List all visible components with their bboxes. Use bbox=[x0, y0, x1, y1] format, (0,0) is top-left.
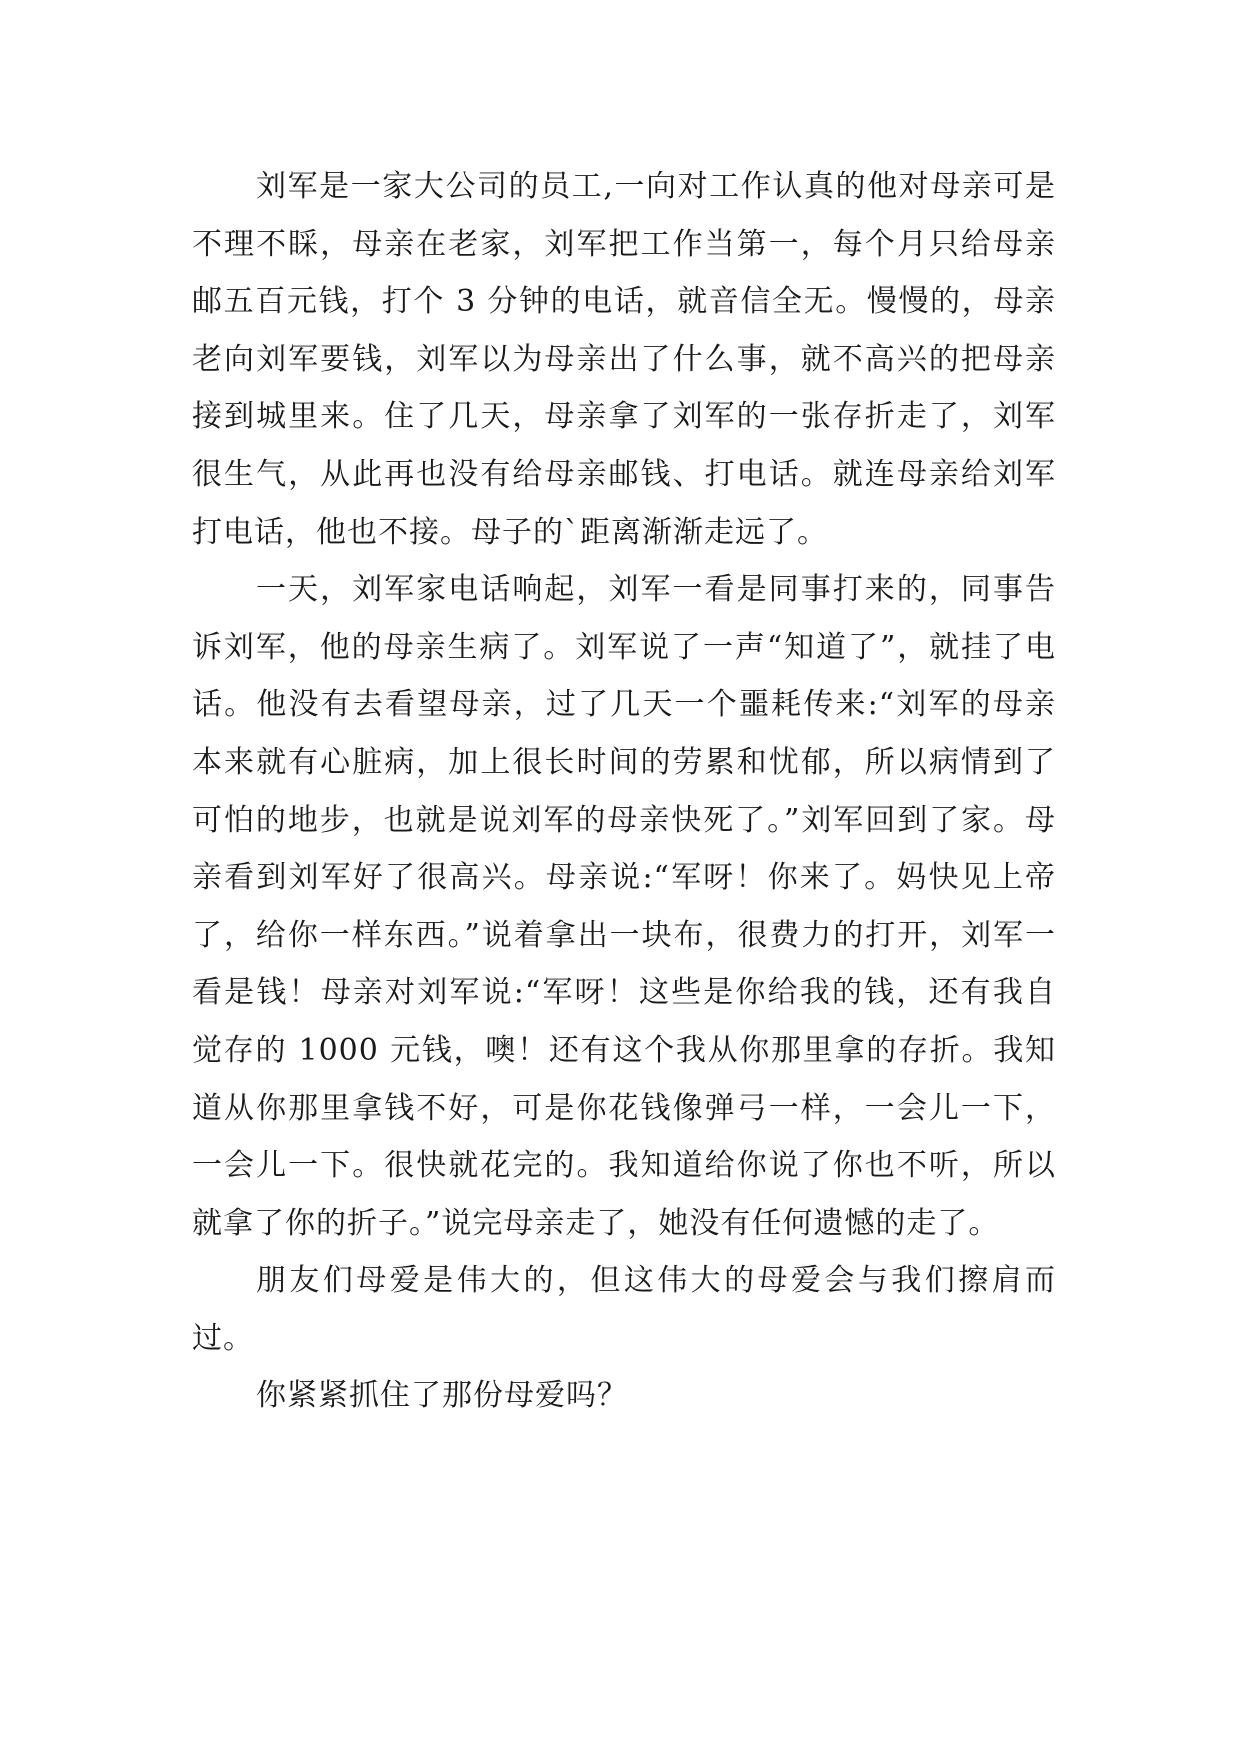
paragraph-reflection: 朋友们母爱是伟大的，但这伟大的母爱会与我们擦肩而过。 bbox=[192, 1263, 1056, 1356]
paragraph-story-intro: 刘军是一家大公司的员工,一向对工作认真的他对母亲可是不理不睬，母亲在老家，刘军把工作当第一，每个月只给母亲邮五百元钱，打个 3 分钟的电话，就音信全无。慢慢的，母亲老向刘军要钱，刘军以为母亲出了什么事，就不高兴的把母亲接到城里来。住了几天，母亲拿了刘军的一张存折走了，刘军很生气，从此再也没有给母亲邮钱、打电话。就连母亲给刘军打电话，他也不接。母子的`距离渐渐走远了。 bbox=[192, 169, 1056, 550]
document-page bbox=[192, 158, 1056, 1425]
paragraph-story-main: 一天，刘军家电话响起，刘军一看是同事打来的，同事告诉刘军，他的母亲生病了。刘军说了一声“知道了”，就挂了电话。他没有去看望母亲，过了几天一个噩耗传来:“刘军的母亲本来就有心脏病，加上很长时间的劳累和忧郁，所以病情到了可怕的地步，也就是说刘军的母亲快死了。”刘军回到了家。母亲看到刘军好了很高兴。母亲说:“军呀！你来了。妈快见上帝了，给你一样东西。”说着拿出一块布，很费力的打开，刘军一看是钱！母亲对刘军说:“军呀！这些是你给我的钱，还有我自觉存的 1000 元钱，噢！还有这个我从你那里拿的存折。我知道从你那里拿钱不好，可是你花钱像弹弓一样，一会儿一下，一会儿一下。很快就花完的。我知道给你说了你也不听，所以就拿了你的折子。”说完母亲走了，她没有任何遗憾的走了。 bbox=[192, 572, 1056, 1241]
paragraph-question: 你紧紧抓住了那份母爱吗？ bbox=[256, 1378, 628, 1414]
